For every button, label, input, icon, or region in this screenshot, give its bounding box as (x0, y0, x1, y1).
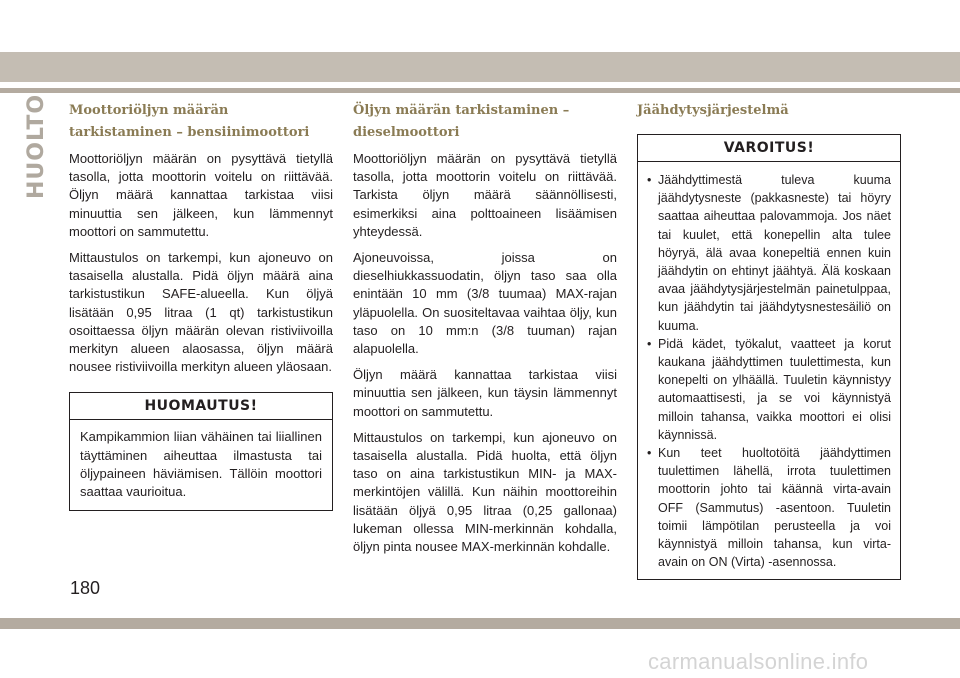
paragraph: Mittaustulos on tarkempi, kun ajoneuvo on tasaisella alustalla. Pidä öljyn määrä aina tarkistustikun SAFE-alueella. Kun öljyä lisätään 0,95 litraa (1 qt) tarkistustikun osoittaessa öljyn määrän olevan ristiviivoilla merkityn alueen alaosassa, öljyn määrä nousee ristiviivoilla merkityn alueen yläosaan. (69, 250, 333, 375)
paragraph: Öljyn määrä kannattaa tarkistaa viisi minuuttia sen jälkeen, kun täysin lämmennyt moottori on sammutettu. (353, 367, 617, 419)
header-band (0, 52, 960, 82)
warning-title: VAROITUS! (638, 135, 900, 162)
heading-diesel-oil-check: Öljyn määrän tarkistaminen – dieselmoottori (353, 103, 570, 140)
warning-item: • Jäähdyttimestä tuleva kuuma jäähdytysneste (pakkasneste) tai höyry saattaa aiheuttaa palovammoja. Jos näet tai kuulet, että konepellin alta tulee höyryä, älä avaa konepeltiä ennen kuin jäähdytin on ehtinyt jäähtyä. Älä koskaan avaa jäähdytysjärjestelmän painetulppaa, kun jäähdytin tai jäähdytysnestesäiliö on kuuma. (647, 171, 891, 335)
paragraph: Moottoriöljyn määrän on pysyttävä tietyllä tasolla, jotta moottorin voitelu on riittävää. Öljyn määrä kannattaa tarkistaa viisi minuuttia sen jälkeen, kun lämmennyt moottori on sammutettu. (69, 151, 333, 239)
warning-list (638, 162, 900, 579)
page-number: 180 (70, 578, 101, 598)
heading-gasoline-oil-check: Moottoriöljyn määrän tarkistaminen – bensiinimoottori (69, 103, 310, 140)
paragraph: Ajoneuvoissa, joissa on dieselhiukkassuodatin, öljyn taso saa olla enintään 10 mm (3/8 tuumaa) MAX-rajan yläpuolella. On suositeltavaa vaihtaa öljy, kun taso on 10 mm:n (3/8 tuuman) rajan alapuolella. (353, 250, 617, 357)
column-diesel-oil-check (353, 100, 617, 564)
side-tab-label: HUOLTO (24, 93, 50, 199)
warning-item: • Pidä kädet, työkalut, vaatteet ja korut kaukana jäähdyttimen tuulettimesta, kun konepelti on ylhäällä. Tuuletin käynnistyy automaattisesti, ja se voi käynnistyä milloin tahansa, vaikka moottori ei olisi käynnissä. (647, 335, 891, 444)
paragraph: Mittaustulos on tarkempi, kun ajoneuvo on tasaisella alustalla. Pidä huolta, että öljyn taso on aina tarkistustikun MIN- ja MAX-merkintöjen välillä. Kun näihin moottoreihin lisätään öljyä 0,95 litraa (0,25 gallonaa) lukeman ollessa MIN-merkinnän kohdalla, öljyn pinta nousee MAX-merkinnän kohdalle. (353, 429, 617, 555)
column-gasoline-oil-check (69, 100, 333, 511)
warning-item: • Kun teet huoltotöitä jäähdyttimen tuulettimen lähellä, irrota tuulettimen moottorin johto tai käännä virta-avain OFF (Sammutus) -asentoon. Tuuletin toimii lämpötilan perusteella ja voi käynnistyä milloin tahansa, kun virta-avain on ON (Virta) -asennossa. (647, 444, 891, 571)
warning-box (637, 134, 901, 580)
paragraph: Moottoriöljyn määrän on pysyttävä tietyllä tasolla, jotta moottorin voitelu on riittävää. Tarkista öljyn määrä säännöllisesti, esimerkiksi aina polttoaineen lisäämisen yhteydessä. (353, 151, 617, 239)
note-box (69, 392, 333, 511)
header-rule (0, 88, 960, 93)
watermark-text: carmanualsonline.info (648, 649, 869, 674)
column-cooling-system (637, 100, 901, 580)
footer-band (0, 618, 960, 629)
note-text: Kampikammion liian vähäinen tai liiallinen täyttäminen aiheuttaa ilmastusta tai öljypaineen häviämisen. Tällöin moottori saattaa vaurioitua. (80, 429, 322, 500)
note-title: HUOMAUTUS! (70, 393, 332, 420)
section-side-tab (24, 93, 50, 199)
heading-cooling-system: Jäähdytysjärjestelmä (637, 103, 789, 118)
